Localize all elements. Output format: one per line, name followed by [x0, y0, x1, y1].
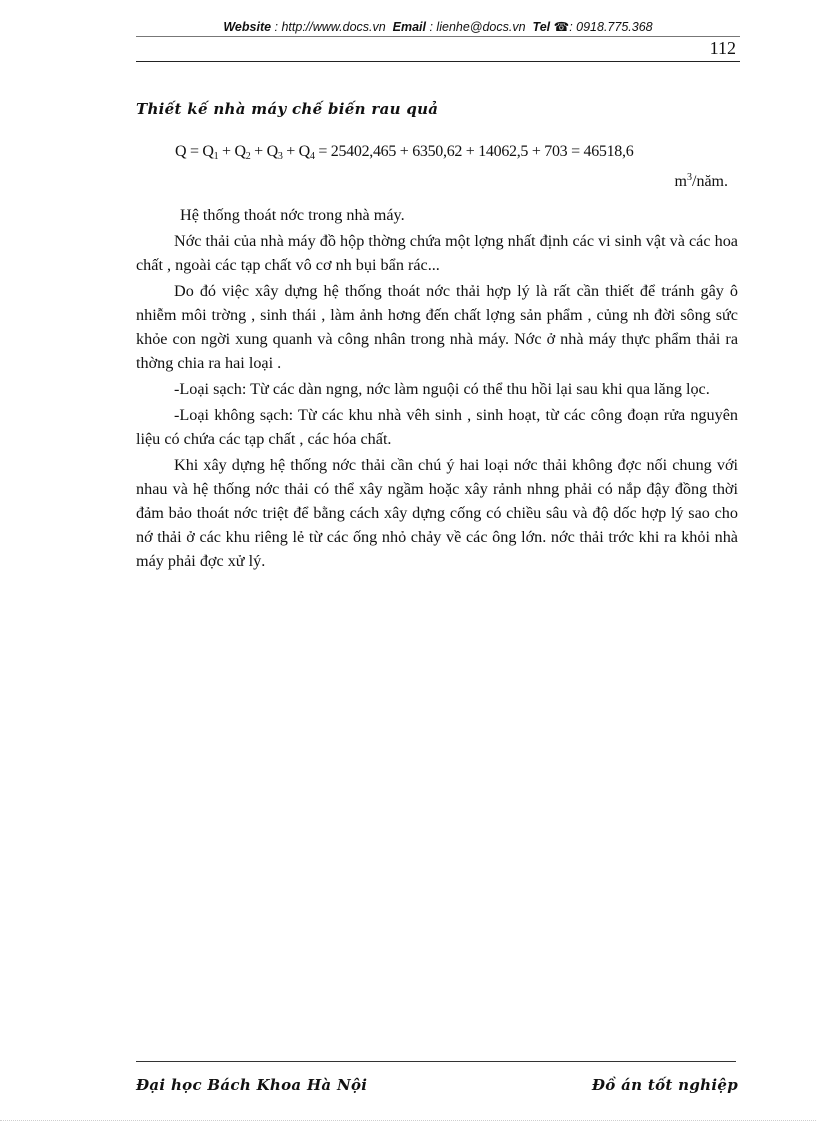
formula-value-1: 25402,465	[330, 143, 397, 160]
paragraph: Nớc thải của nhà máy đồ hộp thờng chứa một lợng nhất định các vi sinh vật và các hoa chất , ngoài các tạp chất vô cơ nh bụi bẩn rác...	[136, 232, 738, 274]
header-rule-top	[136, 36, 740, 37]
page-edge	[0, 1120, 816, 1121]
tel-number: : 0918.775.368	[569, 20, 653, 34]
footer-university: Đại học Bách Khoa Hà Nội	[136, 1076, 368, 1094]
footer-rule	[136, 1061, 736, 1062]
formula-total: 46518,6	[583, 143, 634, 160]
paragraph: Do đó việc xây dựng hệ thống thoát nớc thải hợp lý là rất cần thiết để tránh gây ô nhiễm môi trờng , sinh thái , làm ảnh hơng đến chất lợng sản phẩm , củng nh đời sông sức khỏe con ngời xung quanh và công nhân trong nhà máy. Nớc ở nhà máy thực phẩm thải ra thờng chia ra hai loại .	[136, 282, 738, 372]
formula-value-4: 703	[544, 143, 568, 160]
section-subheading: Hệ thống thoát nớc trong nhà máy.	[180, 206, 405, 224]
flow-formula: $Q = Q_1 + Q_2 + Q_3 + Q_4 = 25402,465 + 6350,62 + 14062,5 + 703 = 46518,6$	[175, 143, 634, 162]
formula-value-3: 14062,5	[478, 143, 529, 160]
formula-q2: Q	[234, 143, 246, 160]
paragraph: -Loại sạch: Từ các dàn ngng, nớc làm nguội có thể thu hồi lại sau khi qua lăng lọc.	[174, 380, 710, 398]
formula-value-2: 6350,62	[412, 143, 463, 160]
formula-q4: Q	[298, 143, 310, 160]
website-url: : http://www.docs.vn	[271, 20, 386, 34]
document-title: Thiết kế nhà máy chế biến rau quả	[136, 100, 439, 118]
formula-q3: Q	[266, 143, 278, 160]
formula-unit: $m^3$/năm.	[674, 172, 728, 190]
phone-icon: ☎	[553, 20, 570, 34]
footer-thesis-label: Đồ án tốt nghiệp	[591, 1076, 738, 1094]
email-label: Email	[392, 20, 427, 34]
website-label: Website	[223, 20, 272, 34]
body-text	[136, 203, 738, 575]
header-rule-bottom	[136, 61, 740, 62]
formula-q: Q	[175, 143, 187, 160]
site-header	[136, 19, 740, 34]
tel-label: Tel	[532, 20, 551, 34]
email-address: : lienhe@docs.vn	[426, 20, 526, 34]
paragraph: Khi xây dựng hệ thống nớc thải cần chú ý hai loại nớc thải không đợc nối chung với nhau và hệ thống nớc thải có thể xây ngầm hoặc xây rảnh nhng phải có nắp đậy đồng thời đảm bảo thoát nớc triệt để bằng cách xây dựng cống có chiều sâu và độ dốc hợp lý sao cho nớ thải ở các khu riêng lẻ từ các ống nhỏ chảy về các ông lớn. nớc thải trớc khi ra khỏi nhà máy phải đợc xử lý.	[136, 456, 738, 570]
formula-q1: Q	[202, 143, 214, 160]
paragraph: -Loại không sạch: Từ các khu nhà vêh sinh , sinh hoạt, từ các công đoạn rửa nguyên liệu có chứa các tạp chất , các hóa chất.	[136, 406, 738, 448]
page-number: 112	[709, 38, 736, 58]
